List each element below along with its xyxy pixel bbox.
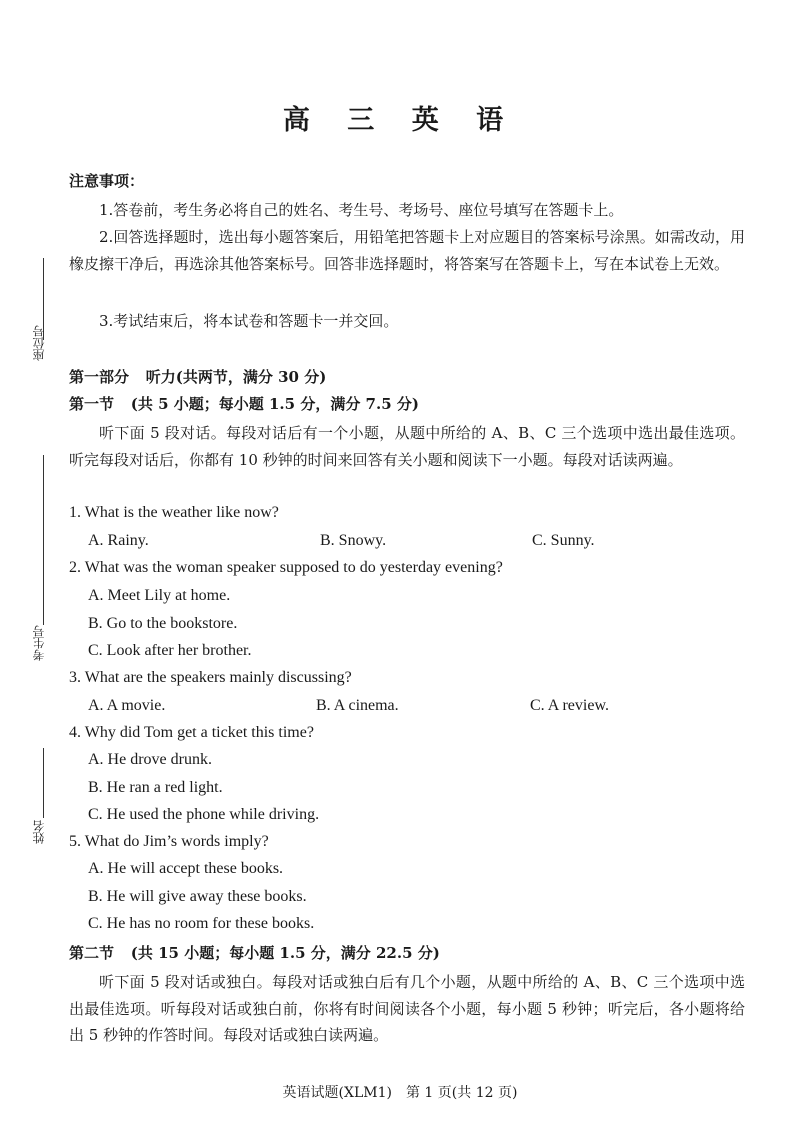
q2-option-c: C. Look after her brother.	[88, 642, 252, 659]
q1-stem: 1. What is the weather like now?	[69, 504, 279, 521]
q3-option-a: A. A movie.	[88, 697, 166, 714]
q5-option-b: B. He will give away these books.	[88, 888, 307, 905]
section1-info: (共 5 小题；每小题 1.5 分，满分 7.5 分)	[130, 395, 419, 413]
exam-no-line	[43, 455, 44, 625]
part1-heading: 第一部分	[69, 368, 130, 386]
part1-heading-row	[69, 366, 326, 387]
exam-no-label: 考生号	[32, 625, 46, 661]
q5-option-c: C. He has no room for these books.	[88, 915, 315, 932]
notice-item-2: 2.回答选择题时，选出每小题答案后，用铅笔把答题卡上对应题目的答案标号涂黑。如需改动，用橡皮擦干净后，再选涂其他答案标号。回答非选择题时，将答案写在答题卡上，写在本试卷上无效。	[69, 228, 745, 273]
q4-option-a: A. He drove drunk.	[88, 751, 212, 768]
page-title: 高 三 英 语	[282, 105, 518, 136]
q3-option-c: C. A review.	[530, 697, 609, 714]
section1-instructions: 听下面 5 段对话。每段对话后有一个小题，从题中所给的 A、B、C 三个选项中选出最佳选项。听完每段对话后，你都有 10 秒钟的时间来回答有关小题和阅读下一小题。每段对话读两遍。	[69, 424, 745, 469]
section2-info: (共 15 小题；每小题 1.5 分，满分 22.5 分)	[130, 944, 440, 962]
q3-option-b: B. A cinema.	[316, 697, 399, 714]
q5-option-a: A. He will accept these books.	[88, 860, 284, 877]
name-label: 姓名	[32, 820, 46, 844]
section2-heading: 第二节	[69, 944, 115, 962]
notice-item-1: 1.答卷前，考生务必将自己的姓名、考生号、考场号、座位号填写在答题卡上。	[99, 201, 624, 219]
section1-heading: 第一节	[69, 395, 115, 413]
notice-heading: 注意事项：	[69, 172, 145, 190]
q5-stem: 5. What do Jim’s words imply?	[69, 833, 269, 850]
q2-option-b: B. Go to the bookstore.	[88, 615, 238, 632]
part1-subheading: 听力(共两节，满分 30 分)	[145, 368, 327, 386]
q2-option-a: A. Meet Lily at home.	[88, 587, 231, 604]
q4-option-c: C. He used the phone while driving.	[88, 806, 320, 823]
section1-heading-row	[69, 393, 419, 414]
section2-heading-row	[69, 942, 440, 963]
q4-option-b: B. He ran a red light.	[88, 779, 223, 796]
q1-option-c: C. Sunny.	[532, 532, 595, 549]
seat-label: 座位号	[32, 325, 46, 361]
q1-option-b: B. Snowy.	[320, 532, 387, 549]
q2-stem: 2. What was the woman speaker supposed to do yesterday evening?	[69, 559, 503, 576]
q1-option-a: A. Rainy.	[88, 532, 149, 549]
page-footer: 英语试题(XLM1) 第 1 页(共 12 页)	[282, 1085, 518, 1101]
section2-instructions: 听下面 5 段对话或独白。每段对话或独白后有几个小题，从题中所给的 A、B、C 三个选项中选出最佳选项。听每段对话或独白前，你将有时间阅读各个小题，每小题 5 秒钟；听完后，各小题将给出 5 秒钟的作答时间。每段对话或独白读两遍。	[69, 973, 745, 1044]
q4-stem: 4. Why did Tom get a ticket this time?	[69, 724, 314, 741]
q3-stem: 3. What are the speakers mainly discussing?	[69, 669, 352, 686]
name-line	[43, 748, 44, 818]
notice-item-3: 3.考试结束后，将本试卷和答题卡一并交回。	[99, 312, 399, 330]
